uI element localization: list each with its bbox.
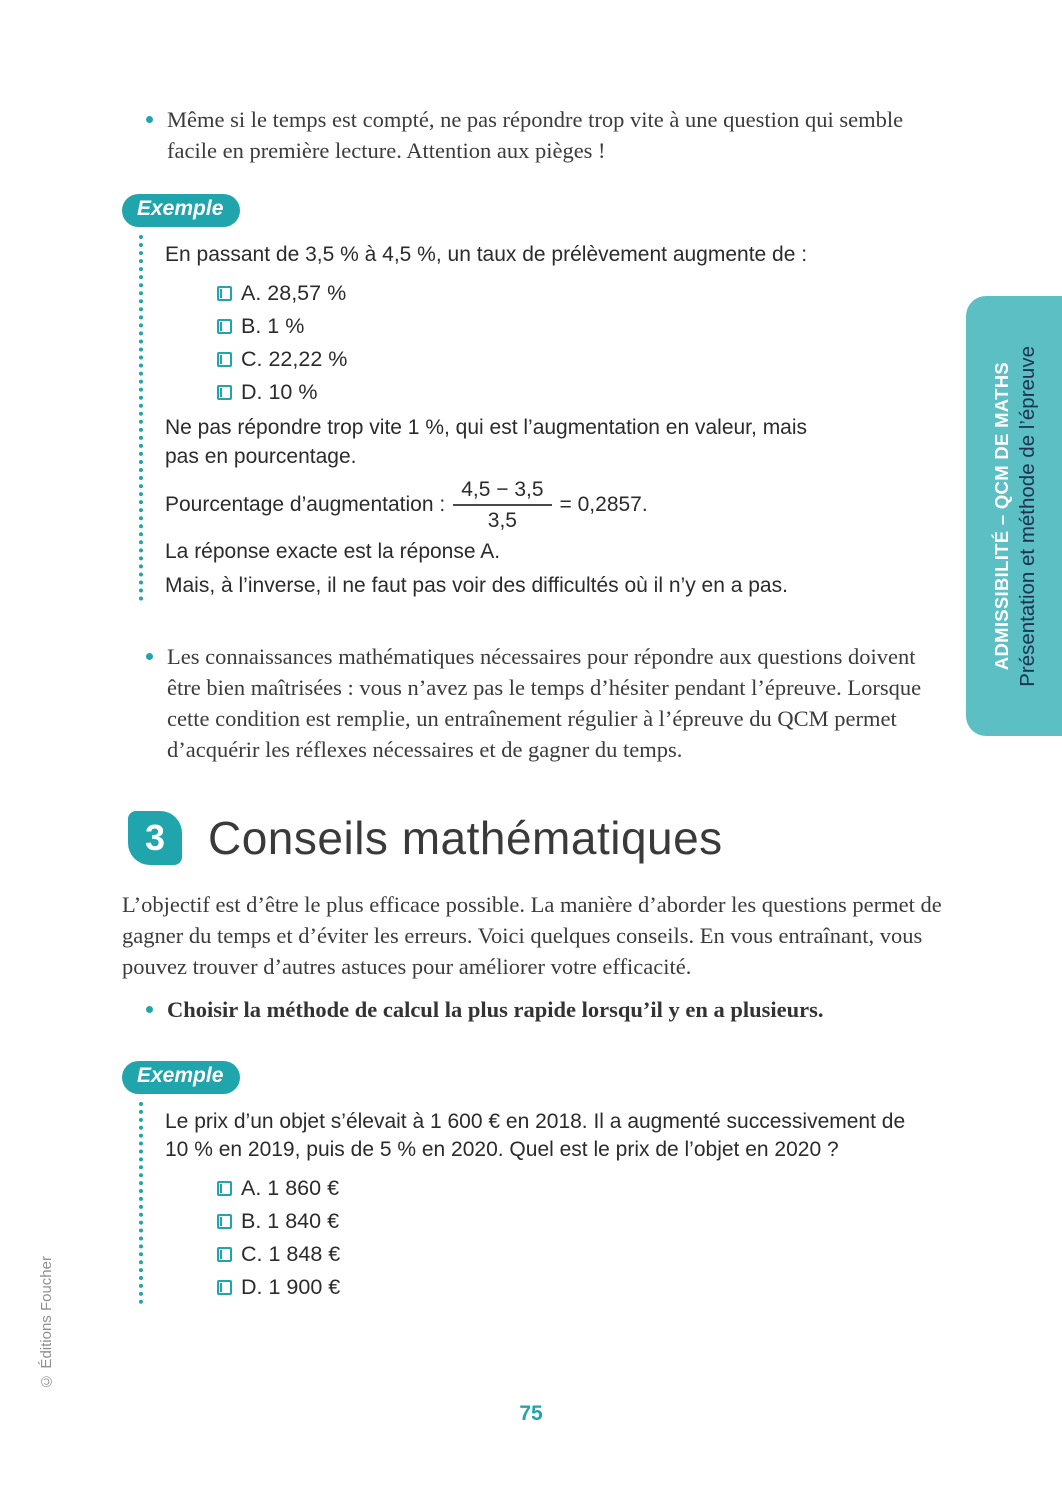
example-2-options [217,1172,950,1304]
option-b [217,1205,950,1238]
copyright-notice: © Éditions Foucher [38,1256,55,1390]
section-heading [128,811,950,865]
option-c [217,1238,950,1271]
checkbox-icon[interactable] [217,1214,232,1229]
example-1-closing: Mais, à l’inverse, il ne faut pas voir des difficultés où il n’y en a pas. [165,574,788,597]
option-d-label: D. 10 % [241,380,318,404]
checkbox-icon[interactable] [217,1247,232,1262]
option-c-label: C. 1 848 € [241,1242,341,1266]
checkbox-icon[interactable] [217,1280,232,1295]
example-badge-1: Exemple [122,194,240,227]
checkbox-icon[interactable] [217,1181,232,1196]
page-number: 75 [519,1402,543,1425]
chapter-tab-subtitle: Présentation et méthode de l’épreuve [1015,345,1039,687]
checkbox-icon[interactable] [217,385,232,400]
option-a-label: A. 1 860 € [241,1176,340,1200]
option-d-label: D. 1 900 € [241,1275,341,1299]
option-a-label: A. 28,57 % [241,281,347,305]
page-content [122,104,950,1308]
option-d [217,1271,950,1304]
section-intro: L’objectif est d’être le plus efficace possible. La manière d’aborder les questions permet de gagner du temps et d’éviter les erreurs. Voici quelques conseils. En vous entraînant, vous pouvez trouver d’autres astuces pour améliorer votre efficacité. [122,892,942,979]
calc-suffix: = 0,2857. [559,493,648,516]
fraction-numerator: 4,5 − 3,5 [453,479,551,506]
example-1-note: Ne pas répondre trop vite 1 %, qui est l’augmentation en valeur, mais pas en pourcentage. [165,416,808,468]
example-1-answer: La réponse exacte est la réponse A. [165,540,501,563]
example-block-2 [139,1102,950,1304]
option-c [217,343,950,376]
example-1-intro: En passant de 3,5 % à 4,5 %, un taux de prélèvement augmente de : [165,243,808,266]
bullet-item-1 [146,104,950,166]
checkbox-icon[interactable] [217,286,232,301]
bullet-item-2 [146,641,950,765]
option-a [217,277,950,310]
bullet-icon [146,1006,153,1013]
bullet-icon [146,653,153,660]
chapter-tab-title: ADMISSIBILITÉ – QCM DE MATHS [990,361,1012,671]
checkbox-icon[interactable] [217,319,232,334]
fraction [453,479,551,531]
section-title: Conseils mathématiques [208,812,723,864]
bullet-icon [146,116,153,123]
example-badge-2: Exemple [122,1061,240,1094]
option-a [217,1172,950,1205]
section-number-badge: 3 [128,811,182,865]
bullet-2-text: Les connaissances mathématiques nécessaires pour répondre aux questions doivent être bien maîtrisées : vous n’avez pas le temps d’hésiter pendant l’épreuve. Lorsque cette condition est remplie, un entraînement régulier à l’épreuve du QCM permet d’acquérir les réflexes nécessaires et de gagner du temps. [167,644,922,762]
option-c-label: C. 22,22 % [241,347,348,371]
fraction-denominator: 3,5 [487,509,517,532]
example-2-intro: Le prix d’un objet s’élevait à 1 600 € en 2018. Il a augmenté successivement de 10 % en 2019, puis de 5 % en 2020. Quel est le prix de l’objet en 2020 ? [165,1110,906,1161]
calc-prefix: Pourcentage d’augmentation : [165,493,446,516]
example-1-options [217,277,950,409]
option-d [217,376,950,409]
example-1-calculation [165,479,950,531]
example-block-1 [139,235,950,601]
bullet-3-text: Choisir la méthode de calcul la plus rapide lorsqu’il y en a plusieurs. [167,997,824,1022]
checkbox-icon[interactable] [217,352,232,367]
option-b [217,310,950,343]
bullet-item-3 [146,994,950,1025]
option-b-label: B. 1 % [241,314,305,338]
option-b-label: B. 1 840 € [241,1209,340,1233]
chapter-tab-strip [966,296,1062,736]
bullet-1-text: Même si le temps est compté, ne pas répondre trop vite à une question qui semble facile en première lecture. Attention aux pièges ! [167,107,904,163]
